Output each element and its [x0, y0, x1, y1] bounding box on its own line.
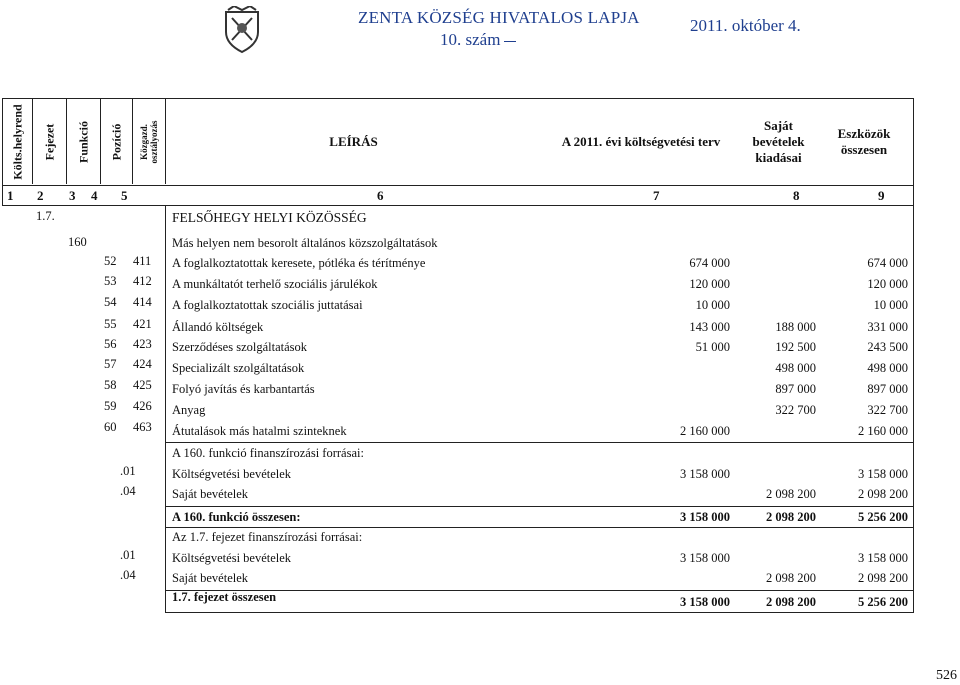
header-pozicio: Pozíció — [101, 99, 133, 184]
header-kolts: Költs.helyrend — [3, 99, 33, 184]
page-number: 526 — [936, 668, 957, 683]
header-leiras: LEÍRÁS — [329, 133, 378, 149]
header-fejezet: Fejezet — [33, 99, 67, 184]
header-sajat: Saját bevételek kiadásai — [752, 117, 805, 165]
header-kozgazd: Közgazd. osztályozás — [133, 99, 166, 184]
publication-title: ZENTA KÖZSÉG HIVATALOS LAPJA — [358, 8, 640, 27]
coat-of-arms-icon — [218, 6, 266, 54]
header-terv: A 2011. évi költségvetési terv — [561, 133, 721, 149]
function-description: Más helyen nem besorolt általános közszolgáltatások — [172, 236, 438, 250]
section-code: 1.7. — [36, 209, 55, 223]
divider — [165, 442, 914, 443]
function-sources-heading: A 160. funkció finanszírozási forrásai: — [172, 446, 364, 460]
divider — [165, 527, 914, 528]
table-header — [2, 98, 914, 186]
function-code: 160 — [68, 235, 87, 249]
issue-number: 10. szám — [440, 30, 520, 50]
divider — [165, 590, 914, 591]
section-title: FELSŐHEGY HELYI KÖZÖSSÉG — [172, 210, 367, 225]
header-funkcio: Funkció — [67, 99, 101, 184]
column-numbers: 1 2 3 4 5 6 7 8 9 — [2, 186, 914, 206]
header-eszkozok: Eszközök összesen — [837, 125, 891, 157]
divider — [165, 506, 914, 507]
publication-date: 2011. október 4. — [690, 16, 801, 35]
chapter-sources-heading: Az 1.7. fejezet finanszírozási forrásai: — [172, 530, 363, 544]
page-header — [0, 0, 960, 60]
